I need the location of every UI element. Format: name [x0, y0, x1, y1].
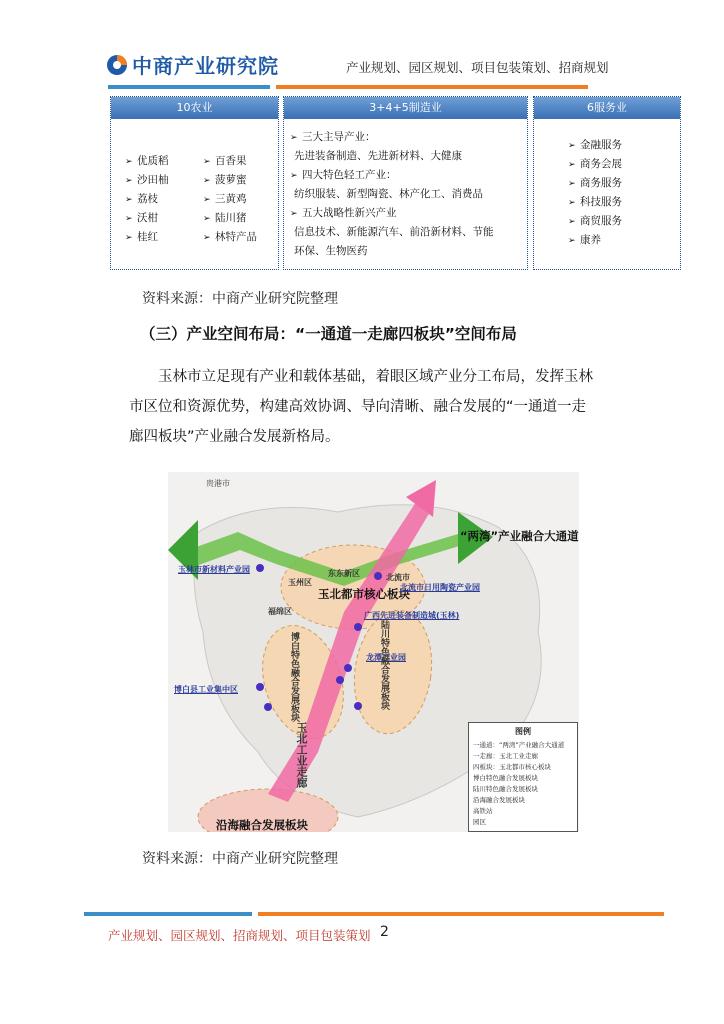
item-text: 商务服务: [580, 177, 622, 189]
item-text: 菠萝蜜: [215, 174, 247, 186]
item-text: 环保、生物医药: [294, 245, 368, 257]
spatial-layout-map: [168, 472, 579, 832]
list-item: [294, 186, 483, 201]
item-text: 信息技术、新能源汽车、前沿新材料、节能: [294, 226, 494, 238]
arrow-bullet-icon: ➢: [203, 233, 211, 243]
arrow-bullet-icon: ➢: [125, 176, 133, 186]
arrow-bullet-icon: ➢: [290, 171, 298, 181]
item-text: 商贸服务: [580, 215, 622, 227]
arrow-bullet-icon: ➢: [568, 236, 576, 246]
arrow-bullet-icon: ➢: [125, 195, 133, 205]
list-item: [568, 194, 622, 209]
source-note: 资料来源：中商产业研究院整理: [142, 291, 338, 307]
map-label-east-band: 陆川特色融合发展板块: [379, 620, 389, 710]
item-text: 五大战略性新兴产业: [302, 207, 397, 219]
arrow-bullet-icon: ➢: [568, 217, 576, 227]
list-item: [294, 243, 368, 258]
map-label-core: 玉北都市核心板块: [318, 587, 410, 601]
item-text: 荔枝: [137, 193, 158, 205]
map-label-south: 沿海融合发展板块: [216, 818, 308, 832]
arrow-bullet-icon: ➢: [568, 160, 576, 170]
header-divider-orange: [276, 85, 588, 89]
list-item: [568, 213, 622, 228]
arrow-bullet-icon: ➢: [125, 233, 133, 243]
list-item: [290, 205, 397, 220]
legend-item: 四板块：玉北都市核心板块: [473, 763, 551, 771]
item-text: 三黄鸡: [215, 193, 247, 205]
item-text: 林特产品: [215, 231, 257, 243]
list-item: [125, 229, 158, 244]
map-label-dongdong: 东东新区: [328, 569, 360, 578]
body-paragraph: 玉林市立足现有产业和载体基础，着眼区域产业分工布局，发挥玉林市区位和资源优势，构建高效协调、导向清晰、融合发展的“一通道一走廊四板块”产业融合发展新格局。: [129, 369, 593, 445]
list-item: [203, 229, 257, 244]
map-label-corridor: “两湾”产业融合大通道: [460, 529, 579, 543]
map-label-park-5: 博白县工业集中区: [174, 685, 238, 694]
page-number: 2: [380, 924, 389, 940]
arrow-bullet-icon: ➢: [125, 214, 133, 224]
footer-divider-orange: [258, 912, 664, 916]
item-text: 优质稻: [137, 155, 169, 167]
list-item: [203, 153, 247, 168]
col-header-manufacturing: 3+4+5制造业: [284, 97, 527, 119]
table-col-manufacturing: [283, 96, 528, 270]
legend-item: 博白特色融合发展板块: [473, 774, 538, 782]
item-text: 百香果: [215, 155, 247, 167]
arrow-bullet-icon: ➢: [203, 195, 211, 205]
list-item: [203, 210, 247, 225]
col-header-services: 6服务业: [534, 97, 680, 119]
footer-tagline: 产业规划、园区规划、招商规划、项目包装策划: [108, 928, 371, 943]
map-label-west-band: 博白特色融合发展板块: [289, 632, 299, 722]
logo-text: 中商产业研究院: [132, 54, 279, 78]
list-item: [290, 129, 376, 144]
arrow-bullet-icon: ➢: [290, 133, 298, 143]
map-label-park-2: 北流市日用陶瓷产业园: [400, 583, 480, 592]
item-text: 沃柑: [137, 212, 158, 224]
arrow-bullet-icon: ➢: [568, 198, 576, 208]
item-text: 商务会展: [580, 158, 622, 170]
map-label-beiliu: 北流市: [386, 573, 410, 582]
list-item: [125, 191, 158, 206]
list-item: [125, 172, 169, 187]
arrow-bullet-icon: ➢: [203, 214, 211, 224]
legend-item: 高铁站: [473, 807, 493, 815]
item-text: 纺织服装、新型陶瓷、林产化工、消费品: [294, 188, 483, 200]
section-title: （三）产业空间布局：“一通道一走廊四板块”空间布局: [140, 325, 517, 343]
map-label-guigang: 贵港市: [206, 479, 230, 488]
item-text: 先进装备制造、先进新材料、大健康: [294, 150, 462, 162]
map-label-park-1: 玉林市新材料产业园: [178, 565, 250, 574]
legend-item: 一通道：“两湾”产业融合大通道: [473, 741, 565, 749]
list-item: [203, 191, 247, 206]
arrow-bullet-icon: ➢: [568, 179, 576, 189]
header-divider-blue: [108, 85, 270, 89]
arrow-bullet-icon: ➢: [203, 176, 211, 186]
company-logo: [106, 50, 279, 79]
list-item: [568, 137, 622, 152]
list-item: [568, 156, 622, 171]
arrow-bullet-icon: ➢: [203, 157, 211, 167]
item-text: 四大特色轻工产业：: [302, 169, 397, 181]
footer-divider-blue: [84, 912, 252, 916]
legend-item: 陆川特色融合发展板块: [473, 785, 538, 793]
source-note-2: 资料来源：中商产业研究院整理: [142, 851, 338, 867]
table-col-services: [533, 96, 681, 270]
map-label-park-3: 广西先进装备制造城(玉林): [364, 611, 460, 620]
item-text: 沙田柚: [137, 174, 169, 186]
arrow-bullet-icon: ➢: [568, 141, 576, 151]
map-legend: [468, 722, 578, 832]
legend-item: 沿海融合发展板块: [473, 796, 525, 804]
list-item: [568, 175, 622, 190]
list-item: [294, 148, 462, 163]
legend-item: 园区: [473, 818, 486, 826]
list-item: [125, 153, 169, 168]
logo-mark-icon: [106, 54, 128, 76]
map-label-south-corridor: 玉北工业走廊: [295, 722, 308, 788]
list-item: [290, 167, 397, 182]
item-text: 金融服务: [580, 139, 622, 151]
arrow-bullet-icon: ➢: [125, 157, 133, 167]
header-tagline: 产业规划、园区规划、项目包装策划、招商规划: [346, 60, 609, 75]
item-text: 陆川猪: [215, 212, 247, 224]
list-item: [125, 210, 158, 225]
legend-item: 一走廊：玉北工业走廊: [473, 752, 538, 760]
map-label-park-4: 龙潭产业园: [366, 653, 406, 662]
list-item: [568, 232, 601, 247]
item-text: 桂红: [137, 231, 158, 243]
list-item: [294, 224, 494, 239]
item-text: 科技服务: [580, 196, 622, 208]
table-col-agriculture: [110, 96, 279, 270]
item-text: 康养: [580, 234, 601, 246]
map-label-fumian: 福绵区: [268, 607, 292, 616]
item-text: 三大主导产业：: [302, 131, 376, 143]
col-header-agriculture: 10农业: [111, 97, 278, 119]
map-label-yuzhou: 玉州区: [288, 578, 312, 587]
list-item: [203, 172, 247, 187]
arrow-bullet-icon: ➢: [290, 209, 298, 219]
legend-title: 图例: [515, 727, 531, 736]
